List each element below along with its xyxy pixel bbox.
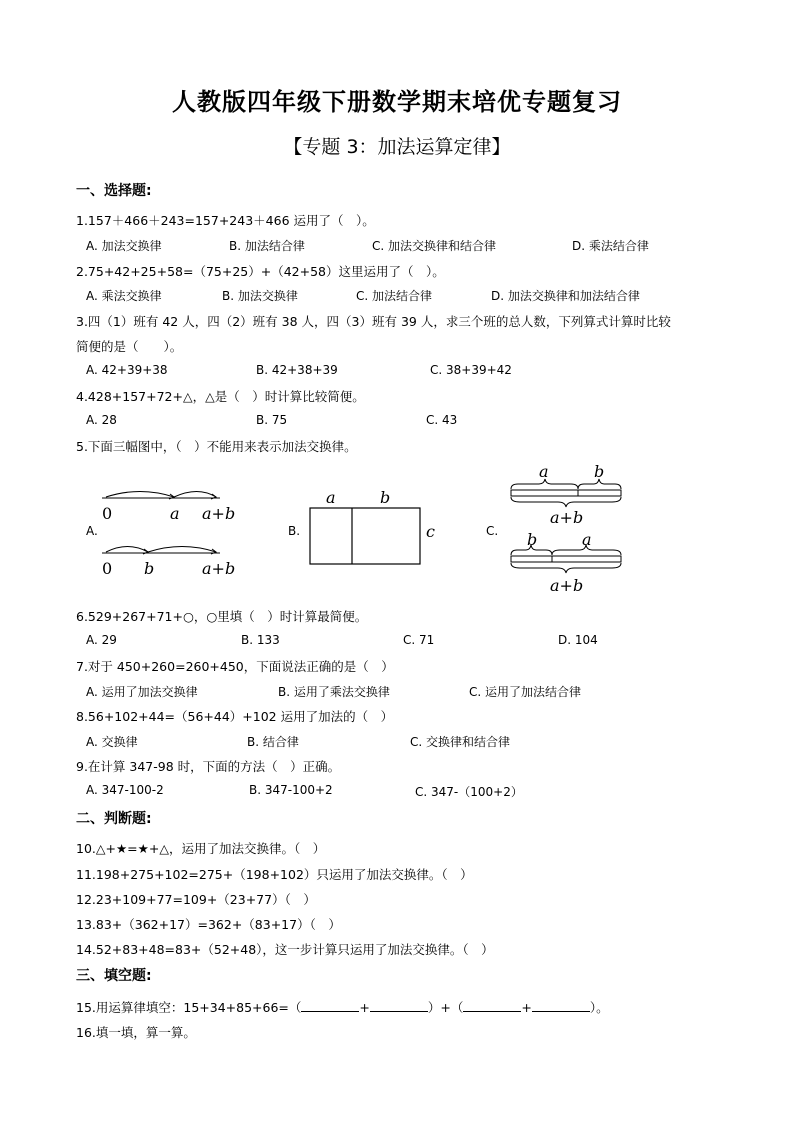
- q8-option-c: C. 交换律和结合律: [410, 735, 511, 749]
- q15-prefix: 15.用运算律填空：15+34+85+66=（: [76, 1000, 302, 1015]
- figA-bottom-b: b: [144, 559, 155, 578]
- question-12: 12.23+109+77=109+（23+77）（ ）: [76, 892, 316, 907]
- question-14: 14.52+83+48=83+（52+48），这一步计算只运用了加法交换律。（ ）: [76, 942, 494, 957]
- q7-option-a: A. 运用了加法交换律: [86, 685, 198, 699]
- question-11: 11.198+275+102=275+（198+102）只运用了加法交换律。（ ）: [76, 867, 473, 882]
- q6-option-a: A. 29: [86, 633, 117, 647]
- q3-option-b: B. 42+38+39: [256, 363, 338, 377]
- page-title: 人教版四年级下册数学期末培优专题复习: [172, 88, 622, 116]
- question-13: 13.83+（362+17）=362+（83+17）（ ）: [76, 917, 341, 932]
- q1-option-b: B. 加法结合律: [229, 239, 305, 253]
- q15-plus-2: +: [521, 1000, 532, 1015]
- question-4: 4.428+157+72+△，△是（ ）时计算比较简便。: [76, 389, 365, 404]
- figC-top-a: a: [539, 462, 549, 481]
- q8-option-b: B. 结合律: [247, 735, 299, 749]
- q15-suffix: ）。: [589, 1000, 609, 1015]
- q8-option-a: A. 交换律: [86, 735, 138, 749]
- q1-option-d: D. 乘法结合律: [572, 239, 649, 253]
- question-3-line-1: 3.四（1）班有 42 人，四（2）班有 38 人，四（3）班有 39 人，求三个班的总人数，下列算式计算时比较: [76, 314, 671, 329]
- figure-a-label: A.: [86, 524, 98, 538]
- number-line-bottom: [102, 547, 220, 555]
- q3-option-a: A. 42+39+38: [86, 363, 168, 377]
- q1-option-c: C. 加法交换律和结合律: [372, 239, 497, 253]
- q1-option-a: A. 加法交换律: [86, 239, 162, 253]
- question-1: 1.157＋466＋243=157+243＋466 运用了（ ）。: [76, 213, 375, 228]
- q7-option-b: B. 运用了乘法交换律: [278, 685, 390, 699]
- q7-option-c: C. 运用了加法结合律: [469, 685, 582, 699]
- figA-top-sum: a+b: [202, 504, 236, 523]
- q2-option-a: A. 乘法交换律: [86, 289, 162, 303]
- question-6: 6.529+267+71+○，○里填（ ）时计算最简便。: [76, 609, 368, 624]
- question-9: 9.在计算 347-98 时，下面的方法（ ）正确。: [76, 759, 341, 774]
- q2-option-d: D. 加法交换律和加法结合律: [491, 289, 640, 303]
- q15-blank-4[interactable]: [532, 999, 590, 1012]
- figA-top-a: a: [170, 504, 180, 523]
- question-10: 10.△+★=★+△，运用了加法交换律。（ ）: [76, 841, 326, 856]
- section-heading-judge: 二、判断题:: [76, 811, 152, 827]
- q9-option-a: A. 347-100-2: [86, 783, 164, 797]
- q4-option-c: C. 43: [426, 413, 458, 427]
- q2-option-b: B. 加法交换律: [222, 289, 298, 303]
- q4-option-a: A. 28: [86, 413, 117, 427]
- figC-bottom-b: b: [527, 530, 538, 549]
- tape-diagram-bottom: [511, 545, 621, 573]
- section-heading-choice: 一、选择题:: [76, 183, 152, 199]
- q6-option-d: D. 104: [558, 633, 598, 647]
- number-line-top: [102, 492, 220, 500]
- tape-diagram-top: [511, 479, 621, 507]
- q3-option-c: C. 38+39+42: [430, 363, 512, 377]
- figC-top-sum: a+b: [550, 508, 584, 527]
- q4-option-b: B. 75: [256, 413, 288, 427]
- q15-blank-3[interactable]: [463, 999, 521, 1012]
- question-8: 8.56+102+44=（56+44）+102 运用了加法的（ ）: [76, 709, 394, 724]
- q2-option-c: C. 加法结合律: [356, 289, 433, 303]
- q9-option-b: B. 347-100+2: [249, 783, 333, 797]
- question-16: 16.填一填，算一算。: [76, 1025, 196, 1040]
- figure-c-label: C.: [486, 524, 499, 538]
- figC-bottom-a: a: [582, 530, 592, 549]
- figA-top-zero: 0: [102, 504, 113, 523]
- figB-a: a: [326, 488, 336, 507]
- figure-b-label: B.: [288, 524, 301, 538]
- q15-blank-2[interactable]: [370, 999, 428, 1012]
- question-7: 7.对于 450+260=260+450，下面说法正确的是（ ）: [76, 659, 394, 674]
- q6-option-c: C. 71: [403, 633, 435, 647]
- question-15: [76, 998, 609, 1016]
- figB-c: c: [426, 522, 435, 541]
- figA-bottom-zero: 0: [102, 559, 113, 578]
- section-heading-fill: 三、填空题:: [76, 968, 152, 984]
- q15-blank-1[interactable]: [301, 999, 359, 1012]
- question-2: 2.75+42+25+58=（75+25）+（42+58）这里运用了（ ）。: [76, 264, 445, 279]
- figA-bottom-sum: a+b: [202, 559, 236, 578]
- figure-b-rectangle: [308, 506, 424, 566]
- figB-b: b: [380, 488, 391, 507]
- q15-mid: ）+（: [427, 1000, 464, 1015]
- question-3-line-2: 简便的是（ ）。: [76, 339, 183, 354]
- page-subtitle: 【专题 3：加法运算定律】: [283, 136, 511, 158]
- q6-option-b: B. 133: [241, 633, 280, 647]
- figC-bottom-sum: a+b: [550, 576, 584, 595]
- question-5: 5.下面三幅图中，（ ）不能用来表示加法交换律。: [76, 439, 357, 454]
- figC-top-b: b: [594, 462, 605, 481]
- q9-option-c: C. 347-（100+2）: [415, 785, 523, 799]
- q15-plus-1: +: [359, 1000, 370, 1015]
